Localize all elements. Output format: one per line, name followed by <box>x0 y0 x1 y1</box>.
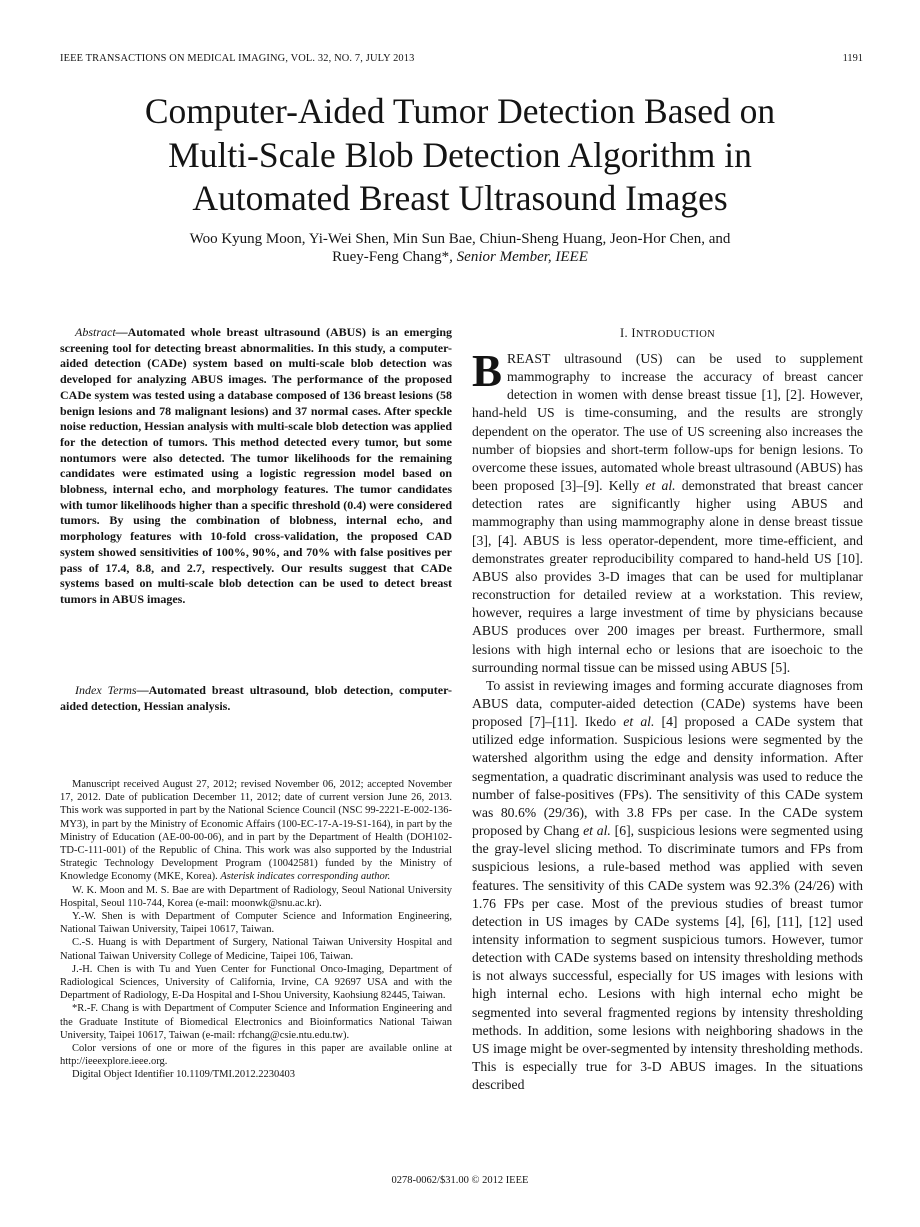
abstract-text: —Automated whole breast ultrasound (ABUS) is an emerging screening tool for detecting breast abnormalities. In this study, a computer-aided detection (CADe) system based on multi-scale blob detection was developed for analyzing ABUS images. The performance of the proposed CADe system was tested using a database composed of 136 breast lesions (58 benign lesions and 78 malignant lesions) and 37 normal cases. After speckle noise reduction, Hessian analysis with multi-scale blob detection was applied for the detection of tumors. This method detected every tumor, but some nontumors were also detected. The tumor likelihoods for the remaining candidates were estimated using a logistic regression model based on blobness, internal echo, and morphology features. The tumor candidates with tumor likelihoods higher than a specific threshold (0.4) were considered tumors. By using the combination of blobness, internal echo, and morphology features with 10-fold cross-validation, the proposed CAD system showed sensitivities of 100%, 90%, and 70% with false positives per pass of 17.4, 8.8, and 2.7, respectively. Our results suggest that CADe systems based on multi-scale blob detection can be used to detect breast tumors in ABUS images. <box>60 325 452 606</box>
abstract-lead: Abstract <box>75 325 116 339</box>
footnote-doi: Digital Object Identifier 10.1109/TMI.2012.2230403 <box>72 1069 295 1081</box>
index-terms <box>60 683 452 714</box>
title-line-1: Computer-Aided Tumor Detection Based on <box>144 91 776 131</box>
page-number: 1191 <box>842 53 863 64</box>
copyright-footer: 0278-0062/$31.00 © 2012 IEEE <box>391 1175 529 1186</box>
drop-cap: B <box>472 346 503 396</box>
footnotes <box>60 778 452 1082</box>
footnote-shen: Y.-W. Shen is with Department of Computer Science and Information Engineering, National Taiwan University, Taipei 10617, Taiwan. <box>60 911 452 936</box>
footnote-huang: C.-S. Huang is with Department of Surgery, National Taiwan University Hospital and National Taiwan University College of Medicine, Taipei 106, Taiwan. <box>60 937 452 962</box>
introduction-body <box>472 346 864 1094</box>
authors-line-1: Woo Kyung Moon, Yi-Wei Shen, Min Sun Bae, Chiun-Sheng Huang, Jeon-Hor Chen, and <box>189 231 731 247</box>
footnote-color-figures: Color versions of one or more of the figures in this paper are available online at http://ieeexplore.ieee.org. <box>60 1043 452 1068</box>
paper-title <box>40 90 880 221</box>
footnote-chen: J.-H. Chen is with Tu and Yuen Center for Functional Onco-Imaging, Department of Radiological Sciences, University of California, Irvine, CA 92697 USA and with the Department of Radiology, E-Da Hospital and I-Shou University, Kaohsiung 82445, Taiwan. <box>60 963 452 1002</box>
intro-paragraph-1: BREAST ultrasound (US) can be used to supplement mammography to increase the accuracy of breast cancer detection in women with dense breast tissue [1], [2]. However, hand-held US is time-consuming, and the results are strongly dependent on the operator. The use of US screening also increases the number of biopsies and short-term follow-ups for benign lesions. To overcome these issues, automated whole breast ultrasound (ABUS) has been proposed [3]–[9]. Kelly et al. demonstrated that breast cancer detection rates are significantly higher using ABUS and mammography than using mammography alone in dense breast tissue [3], [4]. ABUS is less operator-dependent, more time-efficient, and demonstrates greater reproducibility compared to hand-held US [10]. ABUS also provides 3-D images that can be used for multiplanar reconstruction for detailed review at a workstation. This review, however, requires a large investment of time by physicians because ABUS produces over 200 images per breast. Furthermore, small lesions with high internal echo or lesions that are isoechoic to the surrounding normal tissue can be missed using ABUS [5]. <box>472 346 863 675</box>
footnote-asterisk-note: Asterisk indicates corresponding author. <box>220 871 391 883</box>
index-terms-lead: Index Terms <box>75 683 137 697</box>
author-list <box>40 230 880 266</box>
author-role: , Senior Member, IEEE <box>449 249 588 265</box>
authors-line-2 <box>40 248 880 266</box>
footnote-moon-bae: W. K. Moon and M. S. Bae are with Department of Radiology, Seoul National University Hospital, Seoul 110-744, Korea (e-mail: moonwk@snu.ac.kr). <box>60 884 452 909</box>
footnote-chang: *R.-F. Chang is with Department of Computer Science and Information Engineering and the Graduate Institute of Biomedical Electronics and Bioinformatics National Taiwan University, Taipei 10617, Taiwan (e-mail: rfchang@csie.ntu.edu.tw). <box>60 1003 452 1041</box>
title-line-2: Multi-Scale Blob Detection Algorithm in <box>168 134 752 175</box>
index-terms-text: —Automated breast ultrasound, blob detection, computer-aided detection, Hessian analysis. <box>60 683 452 713</box>
abstract <box>60 325 452 608</box>
journal-header: IEEE TRANSACTIONS ON MEDICAL IMAGING, VOL. 32, NO. 7, JULY 2013 <box>60 53 415 64</box>
corresponding-author: Ruey-Feng Chang* <box>332 249 450 265</box>
intro-paragraph-2: To assist in reviewing images and forming accurate diagnoses from ABUS data, computer-aided detection (CADe) systems have been proposed [7]–[11]. Ikedo et al. [4] proposed a CADe system that utilized edge information. Suspicious lesions were segmented by the watershed algorithm using the edge and density information. After segmentation, a quadratic discriminant analysis was used to reduce the number of false-positives (FPs). The sensitivity of this CADe system was 80.6% (29/36), with 3.8 FPs per case. In the CADe system proposed by Chang et al. [6], suspicious lesions were segmented using the gray-level slicing method. To discriminate tumors and FPs from suspicious lesions, a rule-based method was applied with seven features. The sensitivity of this CADe system was 92.3% (24/26) with 1.76 FPs per case. Most of the previous studies of breast tumor detection in US images by CADe systems [4], [6], [11], [12] used intensity information to segment suspicious tumors. However, tumor detection with CADe systems based on intensity thresholding methods is not always successful, especially for US images with lesions with high internal echo. Lesions with high internal echo might be segmented into several fragmented regions by intensity thresholding methods. In addition, some lesions with neighboring shadows in the US image might be over-segmented by intensity thresholding methods. This is especially true for 3-D ABUS images. In the situations described <box>472 677 864 1093</box>
footnote-received: Manuscript received August 27, 2012; revised November 06, 2012; accepted November 17, 2012. Date of publication December 11, 2012; date of current version June 26, 2013. This work was supported in part by the National Science Council (NSC 99-2221-E-002-136-MY3), in part by the Ministry of Economic Affairs (100-EC-17-A-19-S1-164), in part by the Ministry of Education (AE-00-00-06), and in part by the Department of Health (DOH102-TD-C-111-001) of the Republic of China. This work was also supported by the Industrial Strategic Technology Development Program (10042581) funded by the Ministry of Knowledge Economy (MKE, Korea). Asterisk indicates corresponding author. <box>60 779 452 883</box>
section-heading-introduction: I. INTRODUCTION <box>620 326 715 340</box>
title-line-3: Automated Breast Ultrasound Images <box>192 178 728 218</box>
